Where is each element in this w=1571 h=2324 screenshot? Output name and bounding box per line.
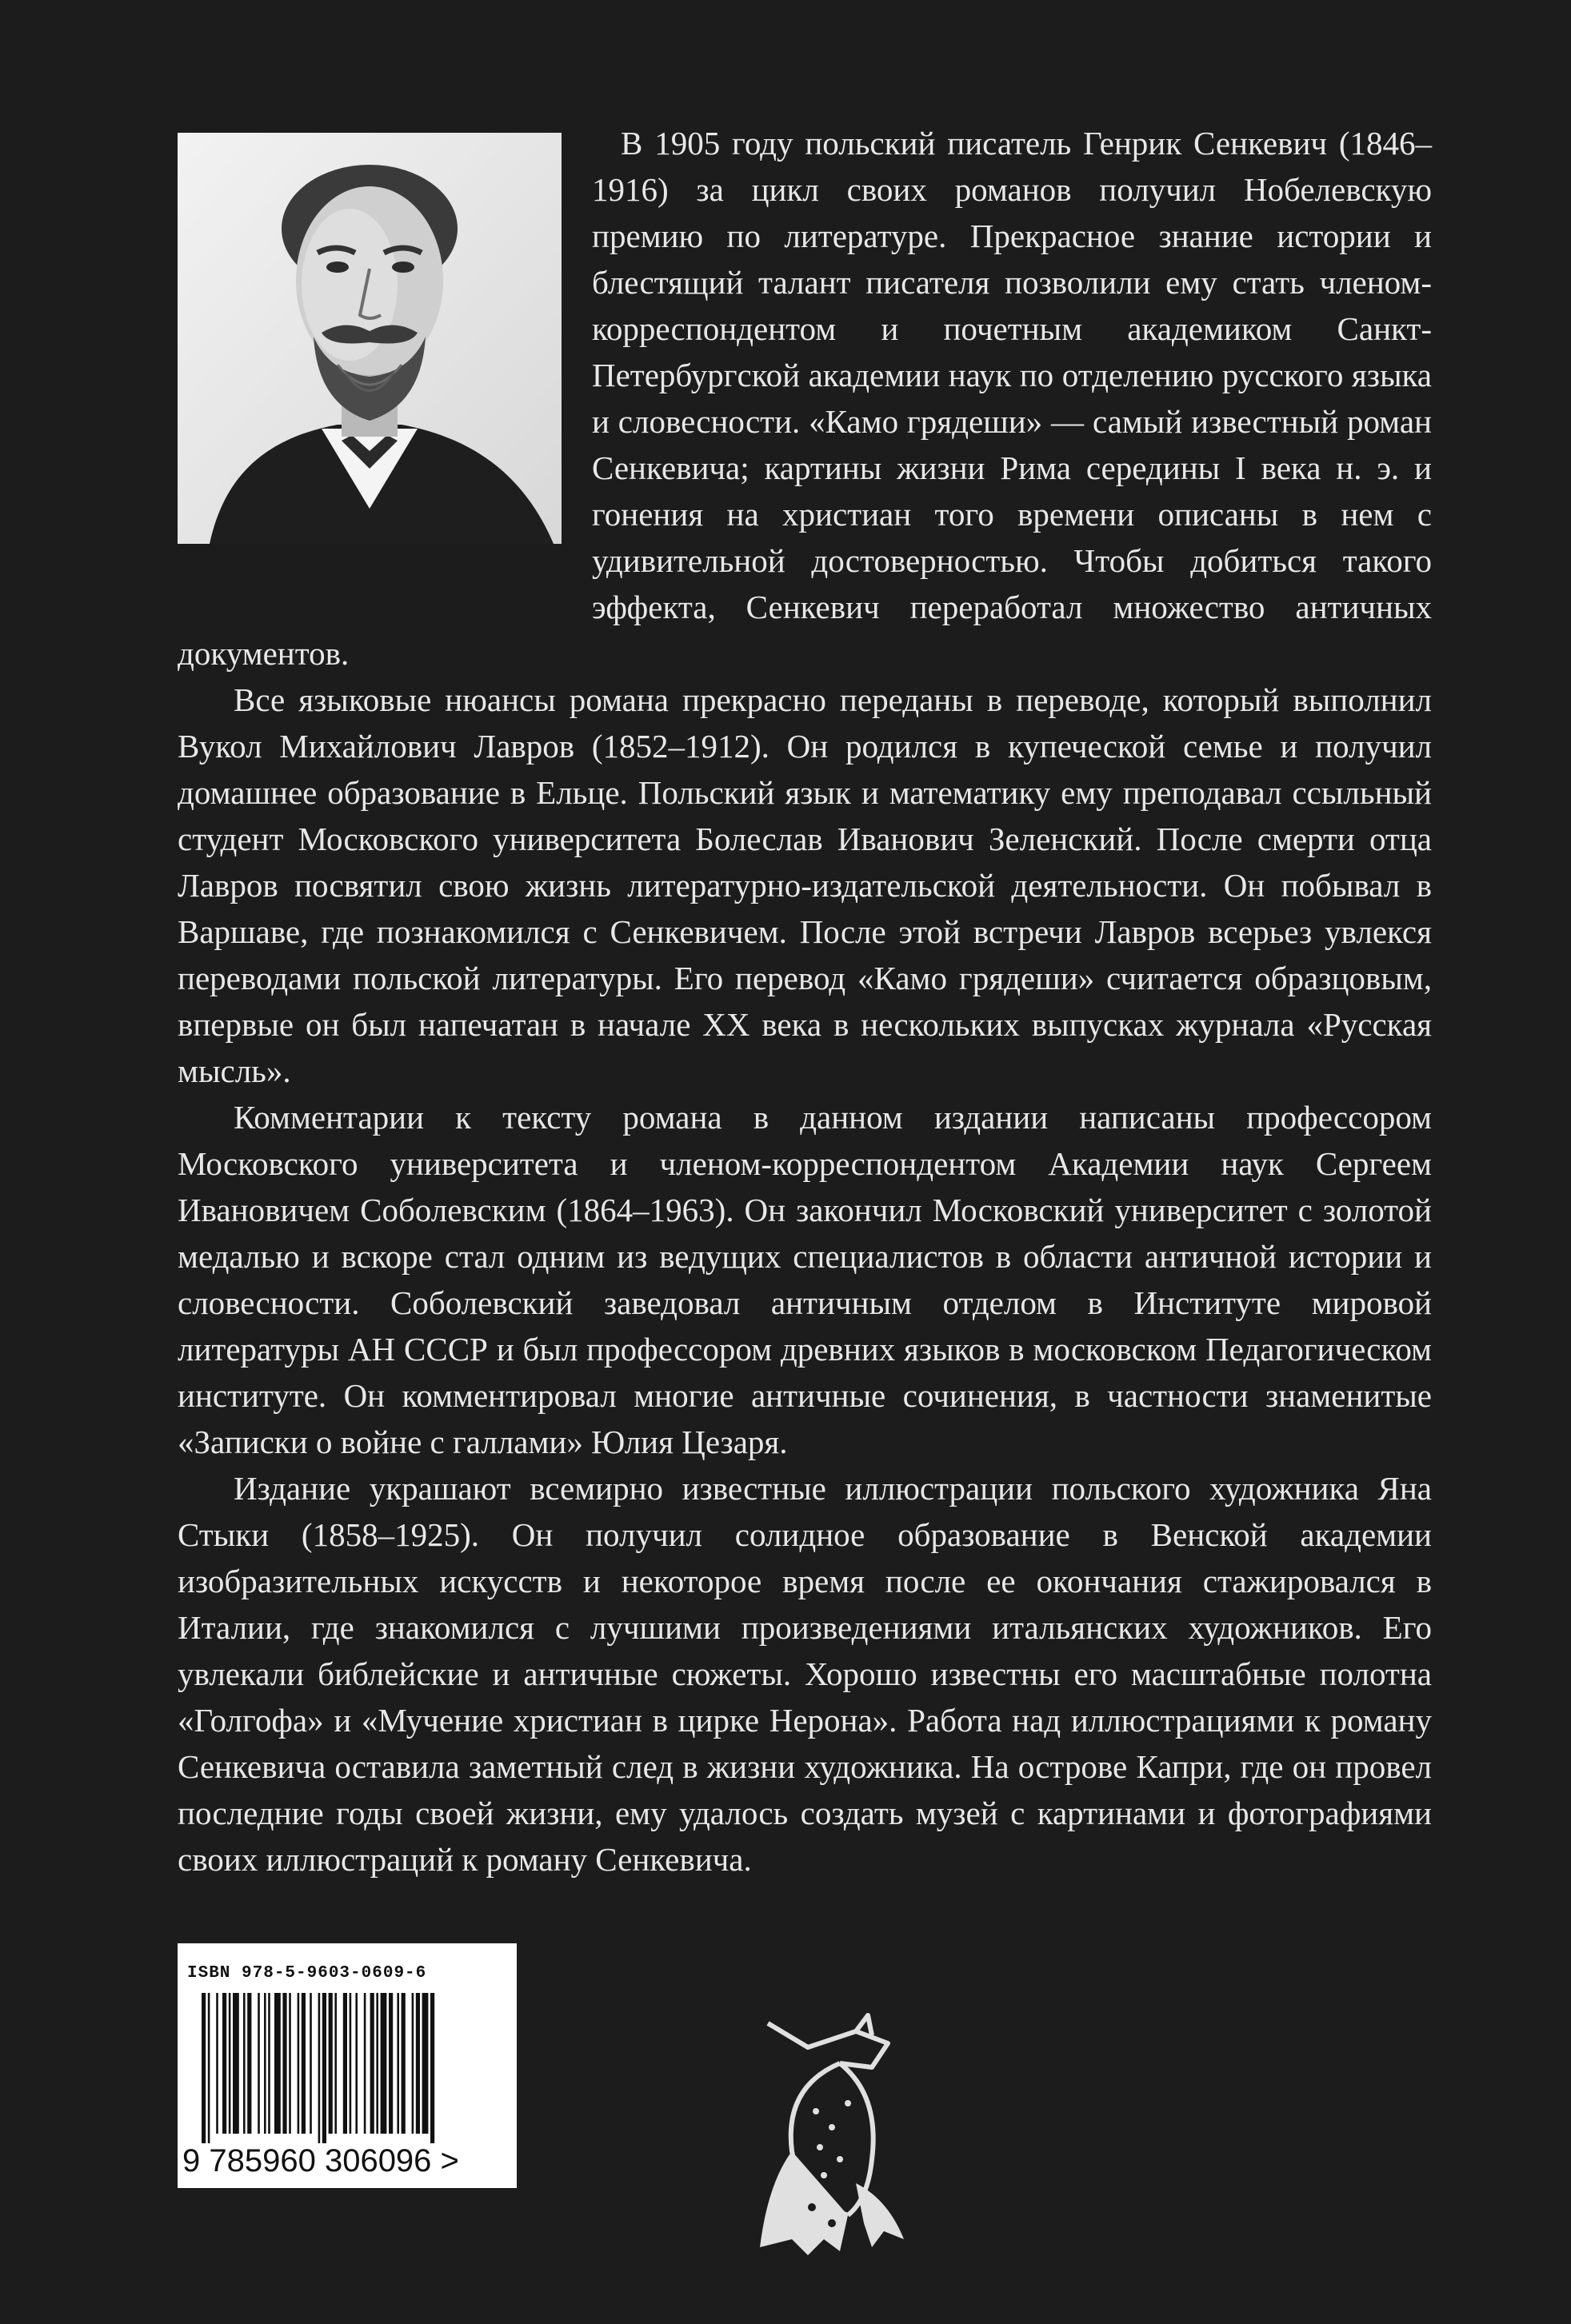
barcode-bars: [202, 1993, 506, 2143]
barcode-bar: [397, 1993, 399, 2134]
barcode-bar: [247, 1993, 251, 2134]
barcode-bar: [258, 1993, 260, 2134]
barcode-bar: [381, 1993, 387, 2134]
barcode-bar: [430, 1993, 434, 2143]
barcode-bar: [216, 1993, 218, 2134]
barcode-bar: [282, 1993, 286, 2134]
barcode-bar: [402, 1993, 406, 2134]
barcode-bar: [310, 1993, 312, 2134]
barcode-bar: [243, 1993, 246, 2134]
barcode-bar: [329, 1993, 333, 2134]
portrait-spacer: [178, 120, 592, 600]
barcode-bar: [233, 1993, 239, 2134]
barcode-bar: [202, 1993, 206, 2143]
paragraph-4: Издание украшают всемирно известные иллюстрации польского художника Яна Стыки (1858–1925). Он получил солидное образование в Венской академии изобразительных искусств и некоторое время после ее окончания стажировался в Италии, где знакомился с лучшими произведениями итальянских художников. Его увлекали библейские и античные сюжеты. Хорошо известны его масштабные полотна «Голгофа» и «Мучение христиан в цирке Нерона». Работа над иллюстрациями к роману Сенкевича оставила заметный след в жизни художника. На острове Капри, где он провел последние годы своей жизни, ему удалось создать музей с картинами и фотографиями своих иллюстраций к роману Сенкевича.: [178, 1470, 1432, 1878]
barcode-bar: [364, 1993, 366, 2134]
barcode-bar: [274, 1993, 281, 2134]
barcode-bar: [343, 1993, 347, 2134]
barcode-bar: [422, 1993, 429, 2134]
paragraph-1: В 1905 году польский писатель Генрик Сенкевич (1846–1916) за цикл своих романов получил Нобелевскую премию по литературе. Прекрасное знание истории и блестящий талант писателя позволили ему стать членом-корреспондентом и почетным академиком Санкт-Петербургской академии наук по отделению русского языка и словесности. «Камо грядеши» — самый известный роман Сенкевича; картины жизни Рима середины I века н. э. и гонения на христиан того времени описаны в нем с удивительной достоверностью. Чтобы добиться такого эффекта, Сенкевич переработал множество античных документов.: [178, 125, 1432, 672]
barcode-bar: [318, 1993, 321, 2143]
barcode: [178, 1943, 517, 2188]
barcode-bar: [389, 1993, 393, 2134]
barcode-bar: [298, 1993, 300, 2134]
barcode-digits: 9 785960 306096 >: [182, 2143, 459, 2178]
dragon-logo-icon: [736, 1999, 920, 2263]
isbn-label: ISBN 978-5-9603-0609-6: [187, 1964, 427, 1983]
barcode-bar: [416, 1993, 420, 2134]
barcode-bar: [334, 1993, 337, 2134]
barcode-bar: [268, 1993, 270, 2134]
barcode-bar: [264, 1993, 266, 2134]
barcode-bar: [222, 1993, 226, 2134]
barcode-bar: [229, 1993, 231, 2134]
paragraph-3: Комментарии к тексту романа в данном издании написаны профессором Московского университета и членом-корреспондентом Академии наук Сергеем Ивановичем Соболевским (1864–1963). Он закончил Московский университет с золотой медалью и вскоре стал одним из ведущих специалистов в области античной истории и словесности. Соболевский заведовал античным отделом в Институте мировой литературы АН СССР и был профессором древних языков в московском Педагогическом институте. Он комментировал многие античные сочинения, в частности знаменитые «Записки о войне с галлами» Юлия Цезаря.: [178, 1099, 1432, 1460]
barcode-bar: [376, 1993, 378, 2134]
barcode-bar: [302, 1993, 306, 2134]
barcode-bar: [322, 1993, 326, 2143]
barcode-bar: [289, 1993, 291, 2134]
barcode-bar: [350, 1993, 352, 2134]
paragraph-2: Все языковые нюансы романа прекрасно переданы в переводе, который выполнил Вукол Михайлович Лавров (1852–1912). Он родился в купеческой семье и получил домашнее образование в Ельце. Польский язык и математику ему преподавал ссыльный студент Московского университета Болеслав Иванович Зеленский. После смерти отца Лавров посвятил свою жизнь литературно-издательской деятельности. Он побывал в Варшаве, где познакомился с Сенкевичем. После этой встречи Лавров всерьез увлекся переводами польской литературы. Его перевод «Камо грядеши» считается образцовым, впервые он был напечатан в начале XX века в нескольких выпусках журнала «Русская мысль».: [178, 681, 1432, 1089]
barcode-bar: [370, 1993, 374, 2134]
barcode-bar: [208, 1993, 210, 2143]
barcode-bar: [412, 1993, 414, 2134]
barcode-bar: [355, 1993, 358, 2134]
description-text: [178, 120, 1432, 1883]
